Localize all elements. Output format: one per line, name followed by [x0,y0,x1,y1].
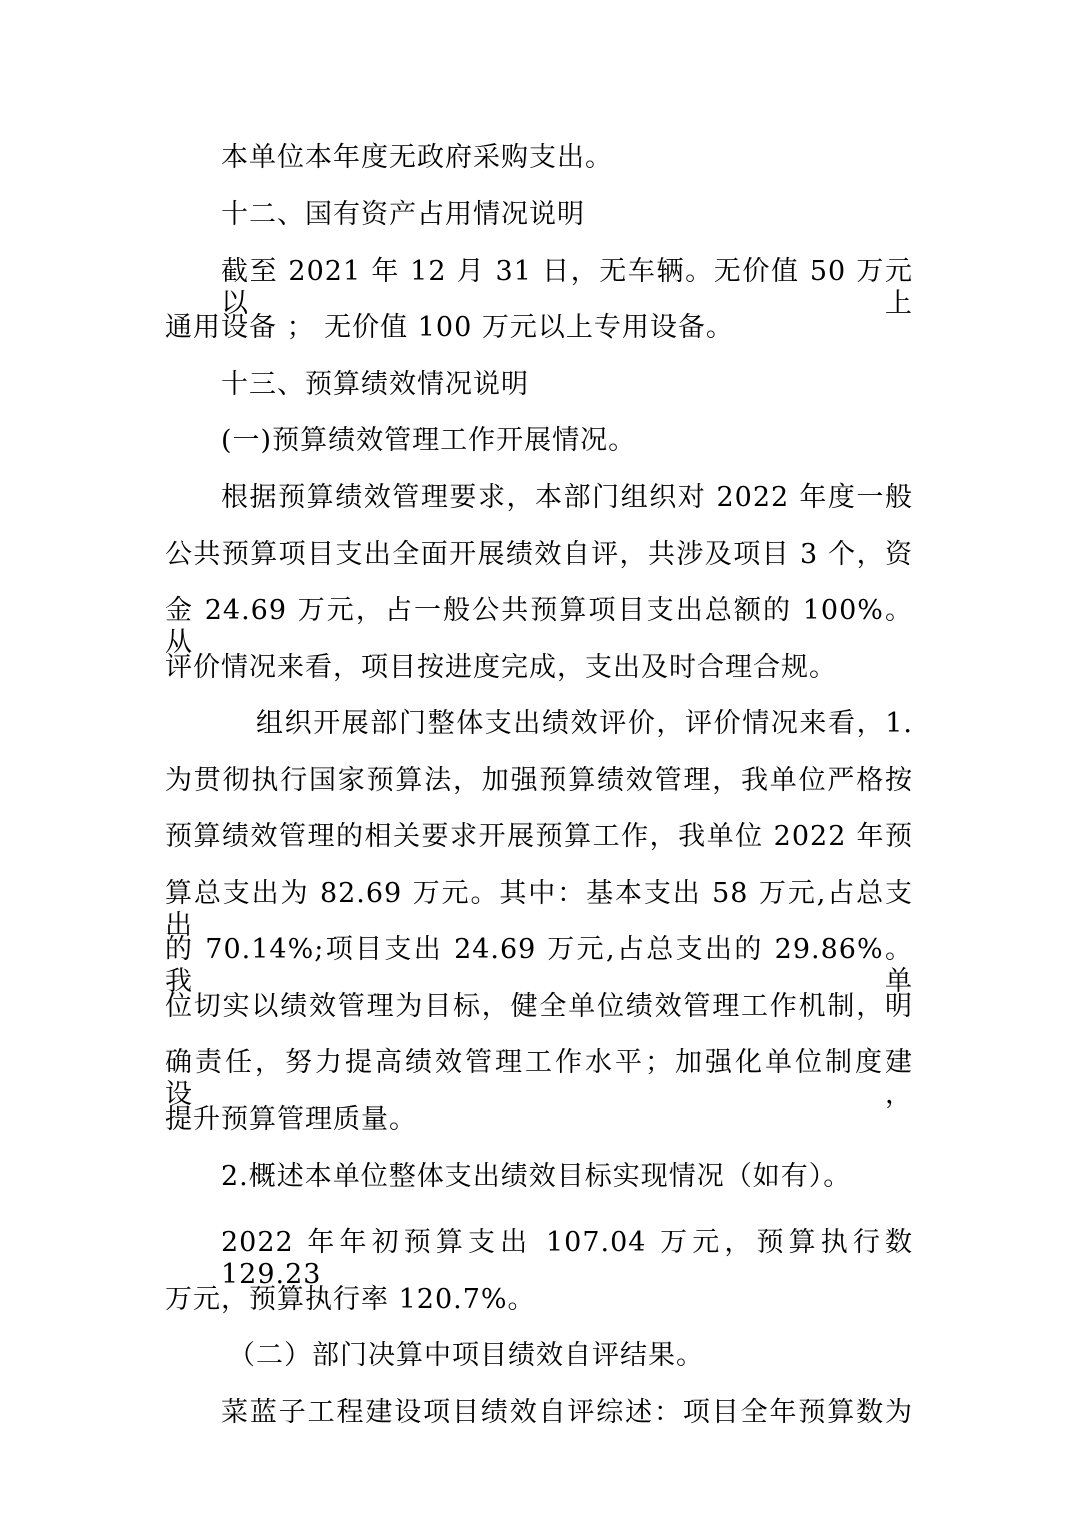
section-heading-12: 十二、国有资产占用情况说明 [221,199,585,230]
subsection-heading-1: (一)预算绩效管理工作开展情况。 [221,425,637,456]
section-heading-13: 十三、预算绩效情况说明 [221,369,529,400]
paragraph-line: 位切实以绩效管理为目标，健全单位绩效管理工作机制，明 [165,991,913,1022]
paragraph-line: 截至 2021 年 12 月 31 日，无车辆。无价值 50 万元以上 [221,256,913,319]
paragraph-line: 通用设备 ； 无价值 100 万元以上专用设备。 [165,312,734,343]
paragraph-line: 2.概述本单位整体支出绩效目标实现情况（如有）。 [221,1161,852,1192]
paragraph-line: 确责任，努力提高绩效管理工作水平；加强化单位制度建设， [165,1047,913,1110]
paragraph-line: 算总支出为 82.69 万元。其中：基本支出 58 万元,占总支出 [165,878,913,941]
paragraph-line: 本单位本年度无政府采购支出。 [221,142,613,173]
paragraph-line: 评价情况来看，项目按进度完成，支出及时合理合规。 [165,652,837,683]
paragraph-line: 根据预算绩效管理要求，本部门组织对 2022 年度一般 [221,482,913,513]
paragraph-line: 2022 年年初预算支出 107.04 万元，预算执行数 129.23 [221,1227,913,1290]
paragraph-line: 组织开展部门整体支出绩效评价，评价情况来看，1. [256,708,913,739]
paragraph-line: 公共预算项目支出全面开展绩效自评，共涉及项目 3 个，资 [165,539,913,570]
paragraph-line: 金 24.69 万元，占一般公共预算项目支出总额的 100%。从 [165,595,913,658]
paragraph-line: 预算绩效管理的相关要求开展预算工作，我单位 2022 年预 [165,821,913,852]
subsection-heading-2: （二）部门决算中项目绩效自评结果。 [228,1340,704,1371]
paragraph-line: 万元，预算执行率 120.7%。 [165,1284,536,1315]
paragraph-line: 提升预算管理质量。 [165,1104,417,1135]
paragraph-line: 的 70.14%;项目支出 24.69 万元,占总支出的 29.86%。我单 [165,934,913,997]
paragraph-line: 菜蓝子工程建设项目绩效自评综述：项目全年预算数为 [221,1397,913,1428]
paragraph-line: 为贯彻执行国家预算法，加强预算绩效管理，我单位严格按 [165,765,913,796]
